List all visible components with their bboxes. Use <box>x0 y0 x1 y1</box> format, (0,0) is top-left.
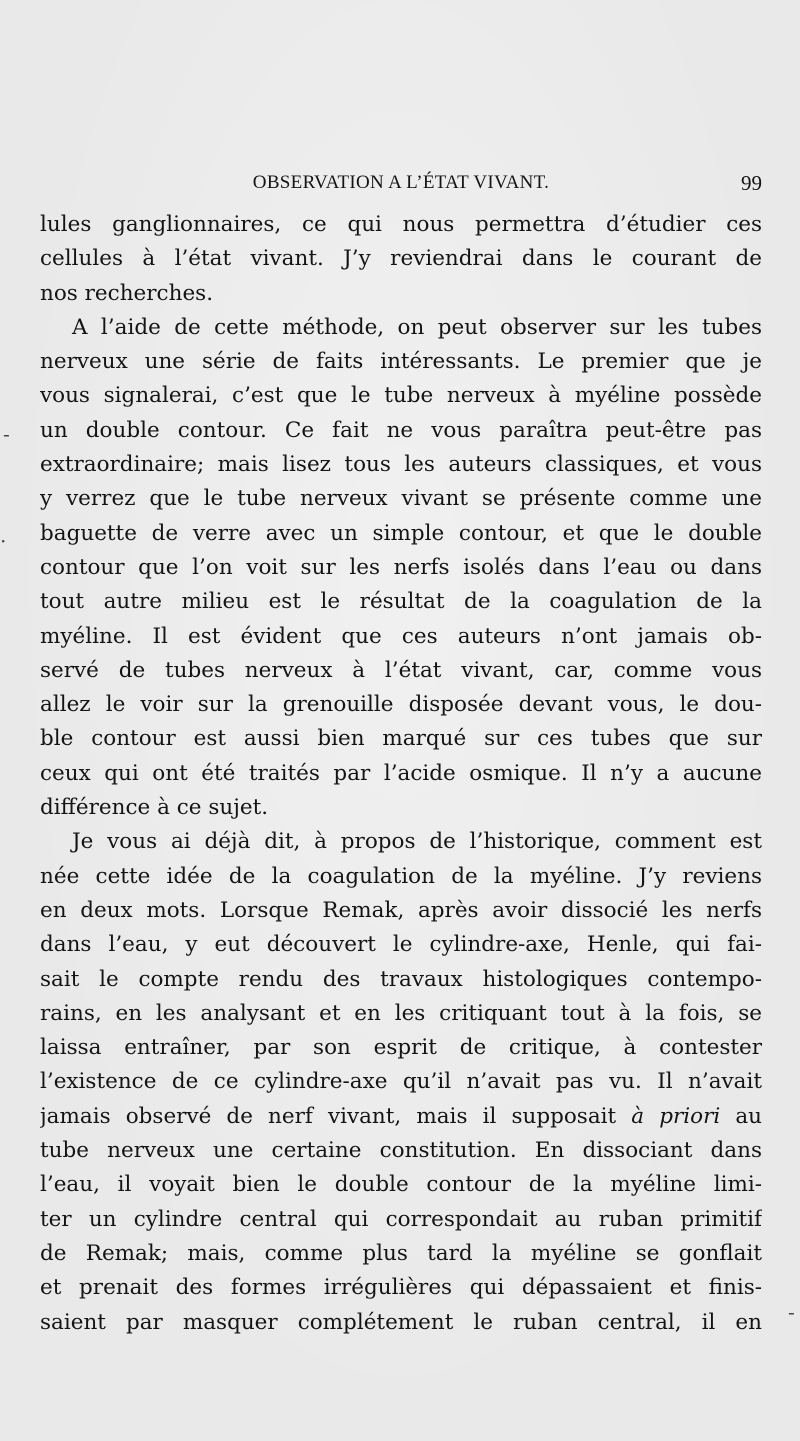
text-line: myéline. Il est évident que ces auteurs n’ont jamais ob- <box>40 623 762 649</box>
text-line: nos recherches. <box>40 280 214 306</box>
text-line: ter un cylindre central qui correspondait au ruban primitif <box>40 1206 762 1232</box>
text-line: laissa entraîner, par son esprit de critique, à contester <box>40 1035 762 1061</box>
margin-dash-mark: - <box>788 1300 795 1324</box>
italic-term: à priori <box>631 1103 721 1129</box>
text-line: tout autre milieu est le résultat de la coagulation de la <box>40 589 762 615</box>
text-segment: jamais observé de nerf vivant, mais il supposait <box>40 1103 632 1129</box>
text-line: servé de tubes nerveux à l’état vivant, car, comme vous <box>40 657 762 683</box>
margin-dash-mark: - <box>3 422 10 446</box>
text-line: sait le compte rendu des travaux histologiques contempo- <box>40 966 762 992</box>
text-line: ceux qui ont été traités par l’acide osmique. Il n’y a aucune <box>40 760 762 786</box>
text-line: et prenait des formes irrégulières qui dépassaient et finis- <box>40 1275 762 1301</box>
text-line: rains, en les analysant et en les critiquant tout à la fois, se <box>40 1000 762 1026</box>
text-line: A l’aide de cette méthode, on peut observer sur les tubes <box>72 314 762 340</box>
text-line: allez le voir sur la grenouille disposée devant vous, le dou- <box>40 692 762 718</box>
margin-dot-mark: · <box>0 529 7 553</box>
text-segment: au <box>720 1103 762 1129</box>
text-line: vous signalerai, c’est que le tube nerveux à myéline possède <box>40 383 762 409</box>
text-line: née cette idée de la coagulation de la myéline. J’y reviens <box>40 863 762 889</box>
text-line: baguette de verre avec un simple contour, et que le double <box>40 520 762 546</box>
text-line: différence à ce sujet. <box>40 795 269 821</box>
text-line: cellules à l’état vivant. J’y reviendrai dans le courant de <box>40 246 762 272</box>
text-line <box>40 1100 762 1134</box>
text-line: en deux mots. Lorsque Remak, après avoir dissocié les nerfs <box>40 897 762 923</box>
text-line: extraordinaire; mais lisez tous les auteurs classiques, et vous <box>40 452 762 478</box>
text-line: nerveux une série de faits intéressants. Le premier que je <box>40 349 762 375</box>
text-line: l’eau, il voyait bien le double contour de la myéline limi- <box>40 1172 762 1198</box>
text-line: y verrez que le tube nerveux vivant se présente comme une <box>40 486 762 512</box>
text-line: dans l’eau, y eut découvert le cylindre-axe, Henle, qui fai- <box>40 932 762 958</box>
text-line: de Remak; mais, comme plus tard la myéline se gonflait <box>40 1240 762 1266</box>
text-line: saient par masquer complétement le ruban central, il en <box>40 1309 762 1335</box>
running-head <box>40 170 762 196</box>
text-line: tube nerveux une certaine constitution. En dissociant dans <box>40 1138 762 1164</box>
body-text <box>40 208 762 1340</box>
text-line: contour que l’on voit sur les nerfs isolés dans l’eau ou dans <box>40 554 762 580</box>
page-number: 99 <box>741 171 762 195</box>
text-line: lules ganglionnaires, ce qui nous permettra d’étudier ces <box>40 212 762 237</box>
text-line: Je vous ai déjà dit, à propos de l’historique, comment est <box>72 829 762 855</box>
text-line: ble contour est aussi bien marqué sur ces tubes que sur <box>40 726 762 752</box>
running-head-title: OBSERVATION A L’ÉTAT VIVANT. <box>252 172 550 193</box>
text-line: un double contour. Ce fait ne vous paraîtra peut-être pas <box>40 417 762 443</box>
text-line: l’existence de ce cylindre-axe qu’il n’avait pas vu. Il n’avait <box>40 1069 762 1095</box>
